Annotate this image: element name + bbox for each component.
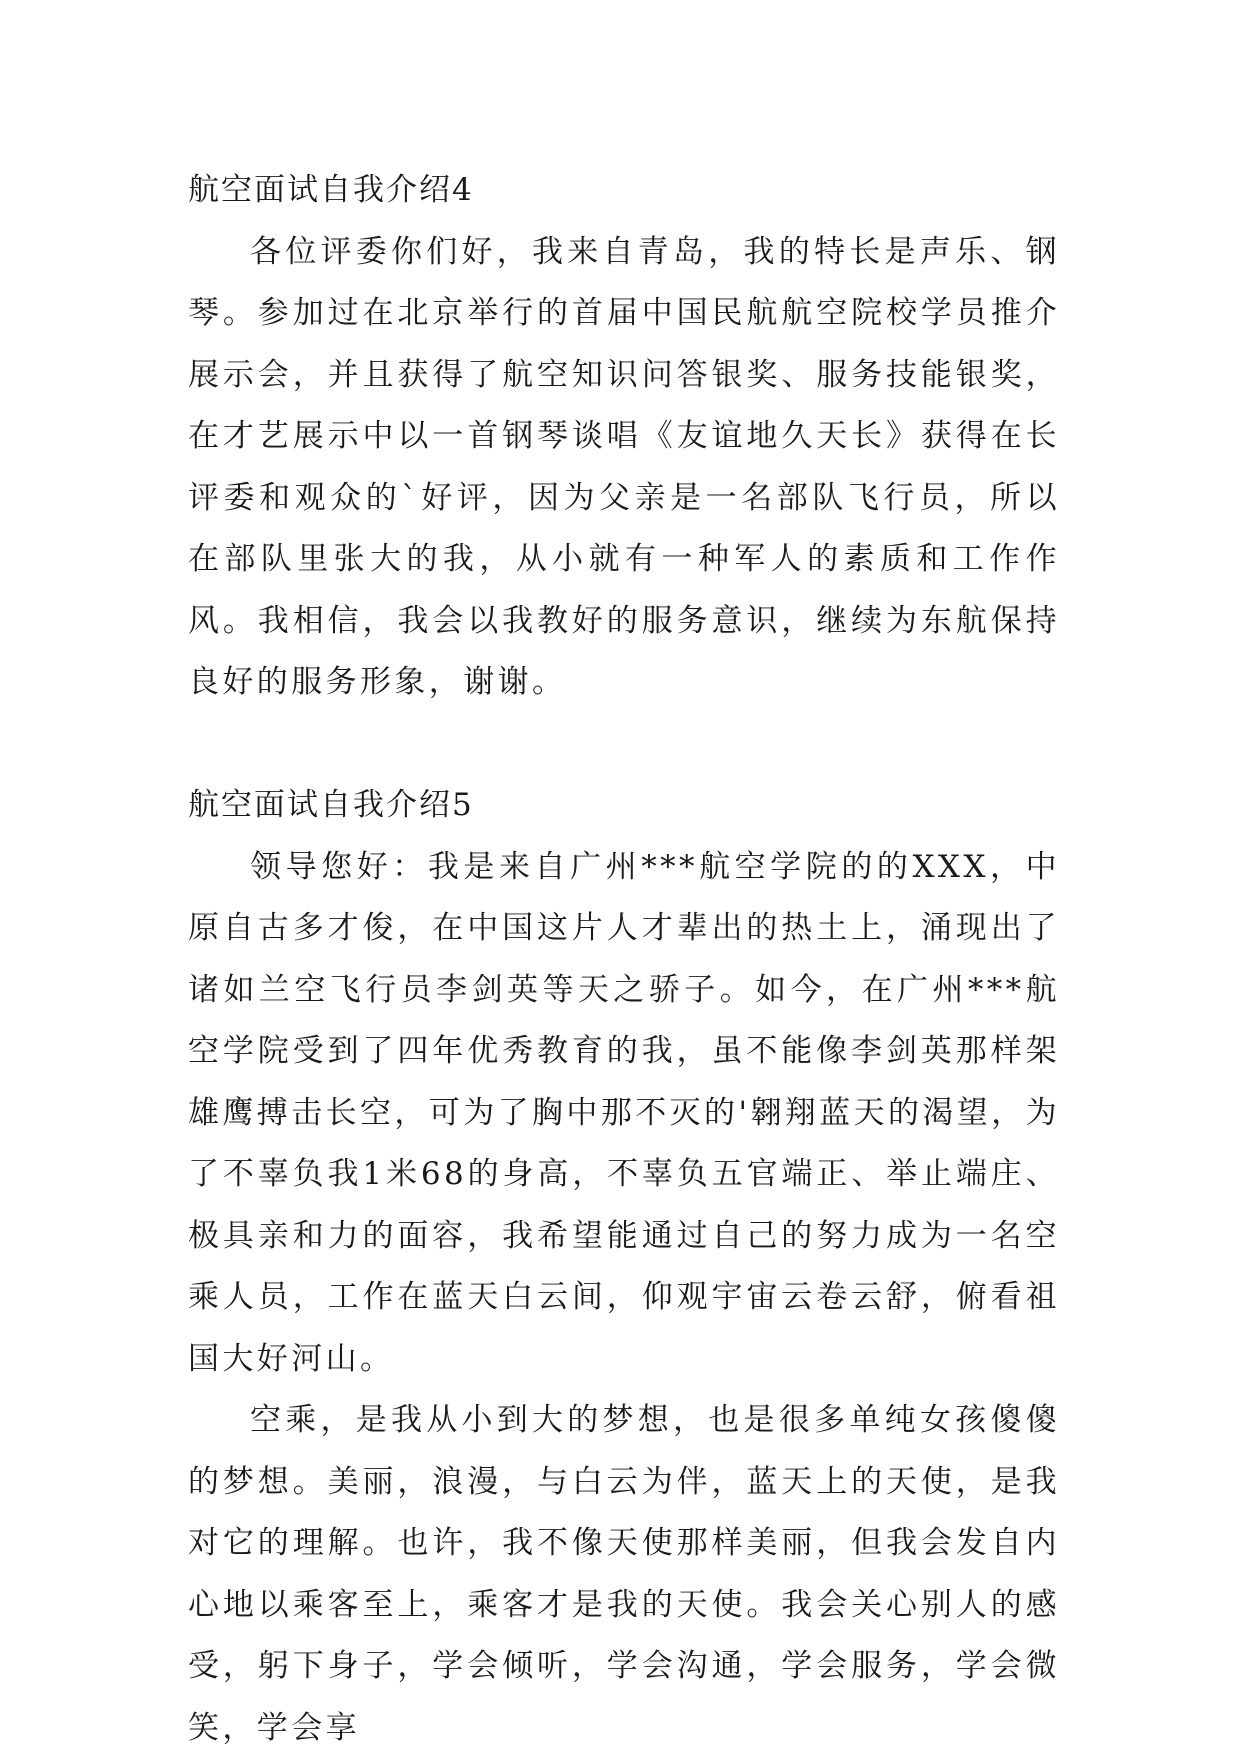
section-title-4: 航空面试自我介绍4 [188, 172, 474, 208]
section-5-paragraph-2: 空乘，是我从小到大的梦想，也是很多单纯女孩傻傻的梦想。美丽，浪漫，与白云为伴，蓝天上的天使，是我对它的理解。也许，我不像天使那样美丽，但我会发自内心地以乘客至上，乘客才是我的天使。我会关心别人的感受，躬下身子，学会倾听，学会沟通，学会服务，学会微笑，学会享 [188, 1402, 1060, 1746]
section-spacer [188, 714, 1060, 776]
document-body [188, 160, 1060, 1759]
section-5-paragraph-1: 领导您好：我是来自广州***航空学院的的XXX，中原自古多才俊，在中国这片人才辈出的热土上，涌现出了诸如兰空飞行员李剑英等天之骄子。如今，在广州***航空学院受到了四年优秀教育的我，虽不能像李剑英那样架雄鹰搏击长空，可为了胸中那不灭的'翱翔蓝天的渴望，为了不辜负我1米68的身高，不辜负五官端正、举止端庄、极具亲和力的面容，我希望能通过自己的努力成为一名空乘人员，工作在蓝天白云间，仰观宇宙云卷云舒，俯看祖国大好河山。 [188, 848, 1060, 1377]
section-title-5: 航空面试自我介绍5 [188, 787, 474, 823]
section-4-paragraph: 各位评委你们好，我来自青岛，我的特长是声乐、钢琴。参加过在北京举行的首届中国民航航空院校学员推介展示会，并且获得了航空知识问答银奖、服务技能银奖，在才艺展示中以一首钢琴谈唱《友谊地久天长》获得在长评委和观众的`好评，因为父亲是一名部队飞行员，所以在部队里张大的我，从小就有一种军人的素质和工作作风。我相信，我会以我教好的服务意识，继续为东航保持良好的服务形象，谢谢。 [188, 233, 1060, 700]
